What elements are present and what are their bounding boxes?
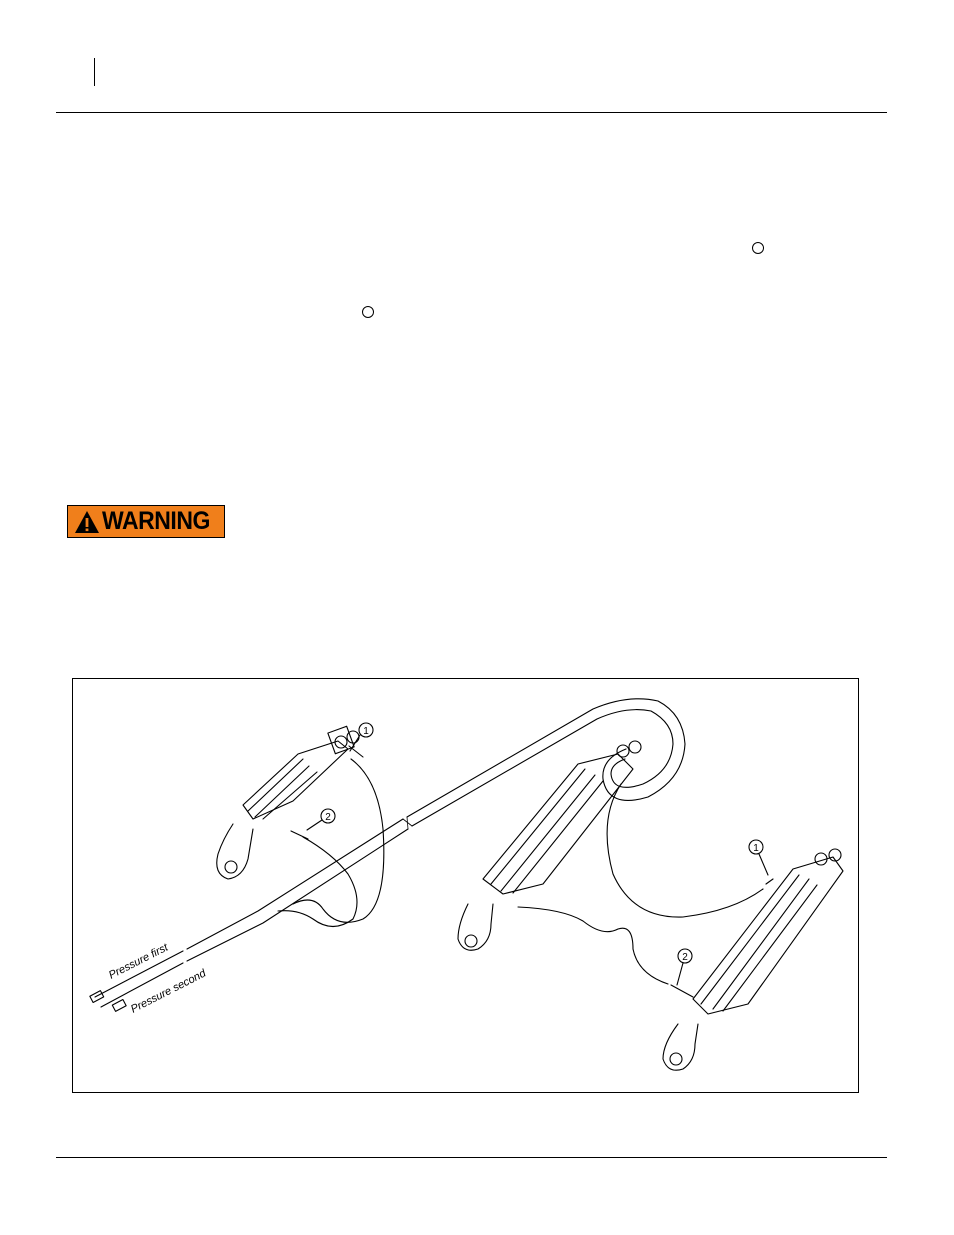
hydraulic-cylinder-figure xyxy=(72,678,859,1093)
warning-label: WARNING xyxy=(102,507,210,535)
header-rule xyxy=(56,112,887,113)
left-loop-hoses xyxy=(278,759,384,927)
warning-badge xyxy=(67,505,225,538)
inline-callout-circle xyxy=(752,242,764,254)
hose-label-pressure-second: Pressure second xyxy=(128,967,208,1016)
callout-number: 2 xyxy=(325,812,331,823)
hose-end-fittings xyxy=(90,991,126,1012)
footer-rule xyxy=(56,1157,887,1158)
callout-number: 1 xyxy=(753,843,759,854)
callout-number: 1 xyxy=(363,726,369,737)
left-cylinder-drawing xyxy=(217,726,363,879)
callout-leaders xyxy=(307,723,768,985)
callout-numbers xyxy=(325,726,759,963)
callout-number: 2 xyxy=(682,952,688,963)
center-cylinder-drawing xyxy=(458,741,763,984)
header-margin-tick xyxy=(94,58,95,86)
hose-label-pressure-first: Pressure first xyxy=(106,941,171,982)
main-pressure-hoses xyxy=(95,699,685,1007)
warning-triangle-icon xyxy=(74,509,100,535)
inline-callout-circle xyxy=(362,306,374,318)
right-cylinder-drawing xyxy=(663,849,843,1070)
cylinder-hose-diagram xyxy=(73,679,860,1094)
